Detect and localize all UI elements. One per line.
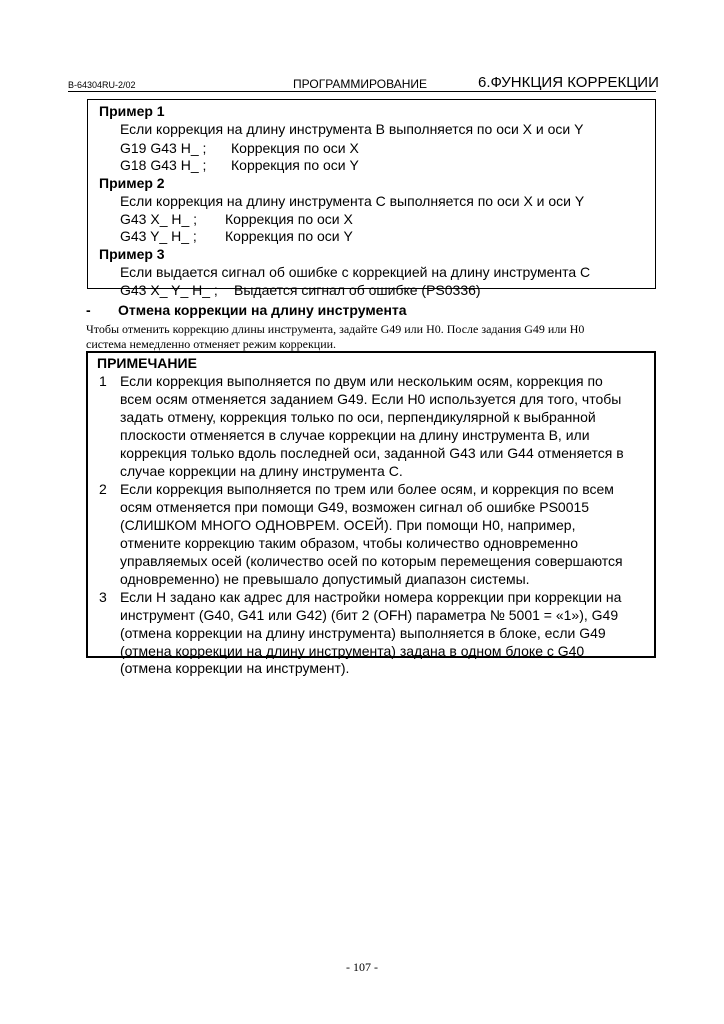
note-item-3-number: 3 [99,589,107,605]
note-item-3-line-4: (отмена коррекции на длину инструмента) задана в одном блоке с G40 [120,643,585,659]
example-3-description: Если выдается сигнал об ошибке с коррекцией на длину инструмента C [120,264,591,280]
cancel-section-heading [86,302,407,318]
note-item-2-line-1: Если коррекция выполняется по трем или более осям, и коррекция по всем [120,481,614,497]
examples-box [87,99,656,298]
note-item-3-line-3: (отмена коррекции на длину инструмента) выполняется в блоке, если G49 [120,625,606,641]
example-2-description: Если коррекция на длину инструмента C выполняется по оси X и оси Y [120,193,585,209]
example-2-title: Пример 2 [99,175,165,191]
note-item-3-line-1: Если H задано как адрес для настройки номера коррекции при коррекции на [120,589,622,605]
note-title: ПРИМЕЧАНИЕ [97,355,197,371]
header-divider [68,91,656,92]
example-1-comment-2: Коррекция по оси Y [231,157,359,173]
example-1-code-2: G18 G43 H_ ; [120,157,207,173]
note-item-1-line-1: Если коррекция выполняется по двум или нескольким осям, коррекция по [120,373,603,389]
note-item-1-line-5: коррекция только вдоль последней оси, заданной G43 или G44 отменяется в [120,445,624,461]
note-item-1-line-4: плоскости отменяется в случае коррекции на длину инструмента B, или [120,427,590,443]
note-box [86,351,656,676]
example-1-code-1: G19 G43 H_ ; [120,140,207,156]
header-chapter: 6.ФУНКЦИЯ КОРРЕКЦИИ [478,74,659,91]
example-2-comment-1: Коррекция по оси X [225,211,353,227]
example-3-comment-1: Выдается сигнал об ошибке (PS0336) [234,282,481,298]
example-2-comment-2: Коррекция по оси Y [225,228,353,244]
cancel-section-title: Отмена коррекции на длину инструмента [118,302,407,318]
document-code: B-64304RU-2/02 [68,80,136,90]
example-1-title: Пример 1 [99,103,165,119]
page-number: - 107 - [346,960,378,974]
example-1-comment-1: Коррекция по оси X [231,140,359,156]
example-2-code-1: G43 X_ H_ ; [120,211,198,227]
note-item-1-number: 1 [99,373,107,389]
note-item-2-line-5: управляемых осей (количество осей по которым перемещения совершаются [120,553,623,569]
note-item-1-line-2: всем осям отменяется заданием G49. Если H0 используется для того, чтобы [120,391,622,407]
note-item-2-number: 2 [99,481,107,497]
note-item-1-line-6: случае коррекции на длину инструмента C. [120,463,403,479]
cancel-section-text-line-1: Чтобы отменить коррекцию длины инструмента, задайте G49 или H0. После задания G49 или H0 [86,322,585,336]
note-item-3-line-2: инструмент (G40, G41 или G42) (бит 2 (OFH) параметра № 5001 = «1»), G49 [120,607,619,623]
note-item-2-line-2: осям отменяется при помощи G49, возможен сигнал об ошибке PS0015 [120,499,590,515]
note-item-3-line-5: (отмена коррекции на инструмент). [120,660,350,676]
example-2-code-2: G43 Y_ H_ ; [120,228,197,244]
section-bullet: - [86,302,91,318]
example-3-title: Пример 3 [99,246,165,262]
note-item-2-line-4: отмените коррекцию таким образом, чтобы количество одновременно [120,535,579,551]
note-item-2-line-3: (СЛИШКОМ МНОГО ОДНОВРЕМ. ОСЕЙ). При помощи H0, например, [120,517,576,533]
note-item-2-line-6: одновременно) не превышало допустимый диапазон системы. [120,571,530,587]
note-item-1-line-3: задать отмену, коррекция только по оси, перпендикулярной к выбранной [120,409,596,425]
example-1-description: Если коррекция на длину инструмента B выполняется по оси X и оси Y [120,121,584,137]
cancel-section-text-line-2: система немедленно отменяет режим коррекции. [86,337,337,351]
example-3-code-1: G43 X_ Y_ H_ ; [120,282,218,298]
header-section: ПРОГРАММИРОВАНИЕ [293,77,427,91]
